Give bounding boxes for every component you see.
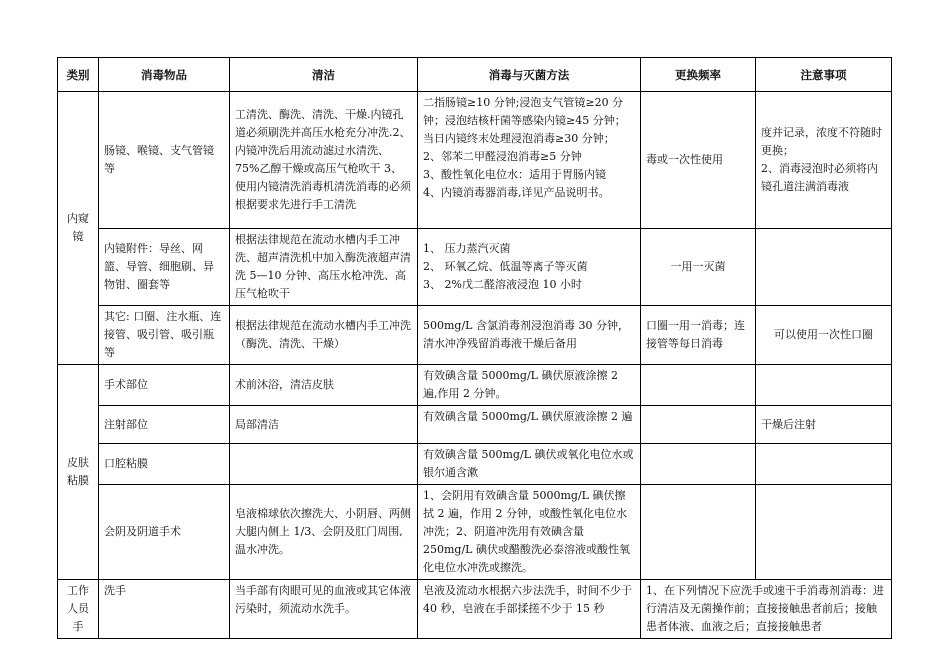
- cell-frequency: [641, 485, 756, 580]
- cell-frequency: 口圈一用一消毒；连接管等每日消毒: [641, 306, 756, 365]
- cell-item: 洗手: [99, 580, 230, 639]
- cell-cleaning: 局部清洁: [230, 406, 418, 444]
- table-row: [58, 365, 892, 406]
- cell-method: 1、 压力蒸汽灭菌 2、 环氧乙烷、低温等离子等灭菌 3、 2%戊二醛溶液浸泡 10 小时: [418, 229, 641, 306]
- table-row: [58, 406, 892, 444]
- cell-cleaning: 根据法律规范在流动水槽内手工冲洗、超声清洗机中加入酶洗液超声清洗 5—10 分钟、高压水枪冲洗、高压气枪吹干: [230, 229, 418, 306]
- table-row: [58, 229, 892, 306]
- cell-cleaning: 当手部有肉眼可见的血液或其它体液污染时，须流动水洗手。: [230, 580, 418, 639]
- header-category: 类别: [58, 58, 99, 92]
- category-skin: 皮肤粘膜: [58, 365, 99, 580]
- cell-frequency: [641, 365, 756, 406]
- header-cleaning: 清洁: [230, 58, 418, 92]
- cell-method: 1、会阴用有效碘含量 5000mg/L 碘伏擦拭 2 遍，作用 2 分钟，或酸性氧化电位水冲洗；2、阴道冲洗用有效碘含量 250mg/L 碘伏或醋酸洗必泰溶液或酸性氧化电位水冲洗或擦洗。: [418, 485, 641, 580]
- cell-notes: 可以使用一次性口圈: [756, 306, 892, 365]
- cell-method: 500mg/L 含氯消毒剂浸泡消毒 30 分钟，清水冲净残留消毒液干燥后备用: [418, 306, 641, 365]
- cell-method: 有效碘含量 5000mg/L 碘伏原液涂擦 2 遍: [418, 406, 641, 444]
- cell-cleaning: 根据法律规范在流动水槽内手工冲洗（酶洗、清洗、干燥）: [230, 306, 418, 365]
- cell-method: 皂液及流动水根据六步法洗手，时间不少于 40 秒，皂液在手部揉搓不少于 15 秒: [418, 580, 641, 639]
- table-row: [58, 580, 892, 639]
- disinfection-table: [57, 57, 892, 639]
- cell-item: 口腔粘膜: [99, 444, 230, 485]
- cell-notes: [756, 229, 892, 306]
- cell-item: 会阴及阴道手术: [99, 485, 230, 580]
- header-notes: 注意事项: [756, 58, 892, 92]
- header-row: [58, 58, 892, 92]
- header-method: 消毒与灭菌方法: [418, 58, 641, 92]
- cell-notes: [756, 485, 892, 580]
- table-row: [58, 444, 892, 485]
- cell-notes: [756, 365, 892, 406]
- cell-cleaning: 工清洗、酶洗、清洗、干燥.内镜孔道必须刷洗并高压水枪充分冲洗.2、内镜冲洗后用流动滤过水清洗、75%乙醇干燥或高压气枪吹干 3、使用内镜清洗消毒机清洗消毒的必须根据要求先进行手工清洗: [230, 92, 418, 229]
- cell-frequency: 毒或一次性使用: [641, 92, 756, 229]
- cell-notes: 1、在下列情况下应洗手或速干手消毒剂消毒：进行清洁及无菌操作前；直接接触患者前后；接触患者体液、血液之后；直接接触患者: [641, 580, 892, 639]
- cell-cleaning: [230, 444, 418, 485]
- cell-notes: 干燥后注射: [756, 406, 892, 444]
- cell-item: 内镜附件：导丝、网篮、导管、细胞刷、异物钳、圈套等: [99, 229, 230, 306]
- cell-item: 手术部位: [99, 365, 230, 406]
- cell-item: 其它: 口圈、注水瓶、连接管、吸引管、吸引瓶等: [99, 306, 230, 365]
- cell-cleaning: 术前沐浴，清洁皮肤: [230, 365, 418, 406]
- category-endoscope: 内窥镜: [58, 92, 99, 365]
- cell-notes: [756, 444, 892, 485]
- header-item: 消毒物品: [99, 58, 230, 92]
- cell-notes: 度并记录，浓度不符随时更换； 2、消毒浸泡时必须将内镜孔道注满消毒液: [756, 92, 892, 229]
- cell-frequency: 一用一灭菌: [641, 229, 756, 306]
- cell-item: 肠镜、喉镜、支气管镜等: [99, 92, 230, 229]
- cell-method: 二指肠镜≥10 分钟;浸泡支气管镜≥20 分钟；浸泡结核杆菌等感染内镜≥45 分钟；当日内镜终末处理浸泡消毒≥30 分钟； 2、邻苯二甲醛浸泡消毒≥5 分钟 3、酸性氧化电位水：适用于胃肠内镜 4、内镜消毒器消毒,详见产品说明书。: [418, 92, 641, 229]
- cell-cleaning: 皂液棉球依次擦洗大、小阴唇、两侧大腿内侧上 1/3、会阴及肛门周围,温水冲洗。: [230, 485, 418, 580]
- table-row: [58, 306, 892, 365]
- category-staff: 工作人员手: [58, 580, 99, 639]
- header-frequency: 更换频率: [641, 58, 756, 92]
- cell-method: 有效碘含量 5000mg/L 碘伏原液涂擦 2 遍,作用 2 分钟。: [418, 365, 641, 406]
- cell-frequency: [641, 406, 756, 444]
- cell-method: 有效碘含量 500mg/L 碘伏或氧化电位水或银尔通含漱: [418, 444, 641, 485]
- cell-item: 注射部位: [99, 406, 230, 444]
- cell-frequency: [641, 444, 756, 485]
- table-row: [58, 485, 892, 580]
- table-row: [58, 92, 892, 229]
